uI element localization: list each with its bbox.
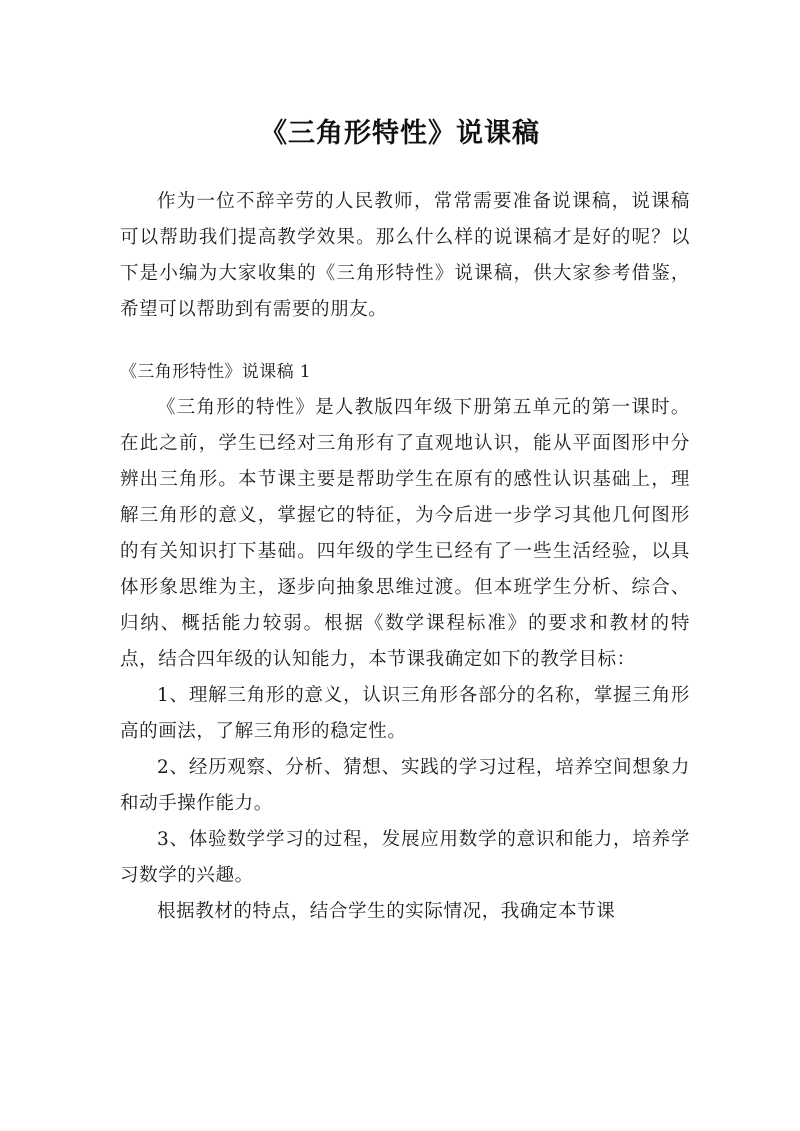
goal-item-1: 1、理解三角形的意义，认识三角形各部分的名称，掌握三角形高的画法，了解三角形的稳定性。 <box>120 685 690 742</box>
body-paragraph: 根据教材的特点，结合学生的实际情况，我确定本节课 <box>157 901 616 922</box>
goal-item-2: 2、经历观察、分析、猜想、实践的学习过程，培养空间想象力和动手操作能力。 <box>120 757 690 814</box>
body-paragraph: 《三角形的特性》是人教版四年级下册第五单元的第一课时。在此之前，学生已经对三角形有了直观地认识，能从平面图形中分辨出三角形。本节课主要是帮助学生在原有的感性认识基础上，理解三角形的意义，掌握它的特征，为今后进一步学习其他几何图形的有关知识打下基础。四年级的学生已经有了一些生活经验，以具体形象思维为主，逐步向抽象思维过渡。但本班学生分析、综合、归纳、概括能力较弱。根据《数学课程标准》的要求和教材的特点，结合四年级的认知能力，本节课我确定如下的教学目标： <box>120 397 690 670</box>
goal-item-3: 3、体验数学学习的过程，发展应用数学的意识和能力，培养学习数学的兴趣。 <box>120 829 690 886</box>
intro-paragraph: 作为一位不辞辛劳的人民教师，常常需要准备说课稿，说课稿可以帮助我们提高教学效果。那么什么样的说课稿才是好的呢？以下是小编为大家收集的《三角形特性》说课稿，供大家参考借鉴，希望可以帮助到有需要的朋友。 <box>120 191 690 320</box>
document-title: 《三角形特性》说课稿 <box>260 118 540 150</box>
document-body <box>120 184 690 930</box>
section-heading: 《三角形特性》说课稿 1 <box>120 362 312 382</box>
